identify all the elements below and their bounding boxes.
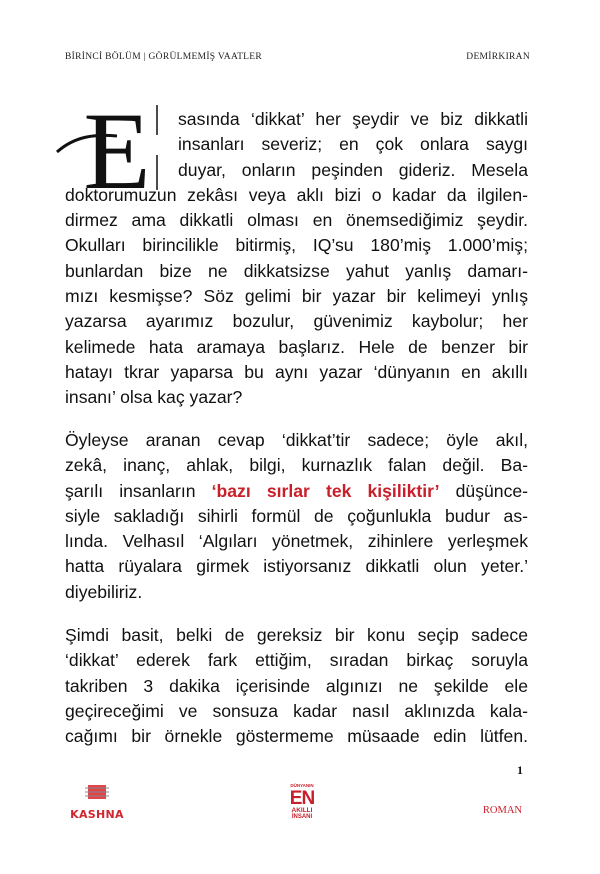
text-line: yazarsa ayarımız bozulur, güvenimiz kaybolur; her <box>65 311 528 332</box>
text-line: geçireceğimi ve sonsuza kadar nasıl aklınızda kala- <box>65 700 528 721</box>
text-line: siyle sakladığı sihirli formül de çoğunlukla budur as- <box>65 505 528 526</box>
text-line: Okulları birincilikle bitirmiş, IQ’su 180’miş 1.000’miş; <box>65 235 528 256</box>
page-number: 1 <box>517 763 523 777</box>
series-logo-top: DÜNYANIN <box>290 783 314 788</box>
paragraph-3 <box>65 623 528 749</box>
running-header-chapter: BİRİNCİ BÖLÜM | GÖRÜLMEMİŞ VAATLER <box>65 52 263 62</box>
paragraph-1 <box>65 107 528 411</box>
text: şarılı insanların <box>65 480 196 501</box>
text-line: bunlardan bize ne dikkatsizse yahut yanlış damarı- <box>65 260 528 281</box>
text-line: takriben 3 dakika içerisinde algınızı ne şekilde ele <box>65 675 528 696</box>
text-line: insanları severiz; en çok onlara saygı <box>178 134 528 155</box>
text-line: ‘dikkat’ ederek fark ettiğim, sıradan birkaç soruyla <box>65 650 528 671</box>
text-line: hatta rüyalara girmek istiyorsanız dikkatli olun yeter.’ <box>65 556 528 577</box>
text-line: diyebiliriz. <box>65 581 143 602</box>
text-line: lında. Velhasıl ‘Algıları yönetmek, zihinlere yerleşmek <box>65 531 528 552</box>
paragraph-2 <box>65 428 528 605</box>
series-logo <box>283 784 321 820</box>
text-line: Öyleyse aranan cevap ‘dikkat’tir sadece; öyle akıl, <box>65 430 528 450</box>
text-line: kelimede hata aramaya başlarız. Hele de benzer bir <box>65 336 528 357</box>
series-logo-bottom: İNSANI <box>291 814 313 820</box>
series-logo-big: EN <box>289 787 315 809</box>
text-line: insanı’ olsa kaç yazar? <box>65 387 243 408</box>
text-line: hatayı tkrar yaparsa bu aynı yazar ‘dünyanın en akıllı <box>65 361 528 382</box>
publisher-logo <box>62 783 132 821</box>
text-line: sasında ‘dikkat’ her şeydir ve biz dikkatli <box>178 109 528 129</box>
genre-label: ROMAN <box>482 805 522 816</box>
series-logo-mid: AKILLI <box>291 806 313 814</box>
text-line: zekâ, inanç, ahlak, bilgi, kurnazlık falan değil. Ba- <box>65 455 528 476</box>
text-line: Şimdi basit, belki de gereksiz bir konu seçip sadece <box>65 625 528 645</box>
publisher-name: KASHNA <box>70 808 124 821</box>
text-line: cağımı bir örnekle göstermeme müsaade edin lütfen. <box>65 726 528 747</box>
text-line-with-highlight <box>65 479 528 504</box>
text: düşünce- <box>455 480 529 501</box>
svg-text:E: E <box>83 100 151 190</box>
publisher-mark-icon <box>84 783 110 801</box>
text-line: mızı kesmişse? Söz gelimi bir yazar bir kelimeyi ynlış <box>65 286 528 307</box>
text-line: dirmez ama dikkatli olması en önemsediğimiz şeydir. <box>65 210 528 231</box>
highlighted-quote: ‘bazı sırlar tek kişiliktir’ <box>211 480 440 501</box>
text-line: doktorumuzun zekâsı veya aklı bizi o kadar da ilgilen- <box>65 184 528 205</box>
text-line: duyar, onların peşinden gideriz. Mesela <box>178 159 528 180</box>
running-header-author: DEMİRKIRAN <box>466 52 530 62</box>
